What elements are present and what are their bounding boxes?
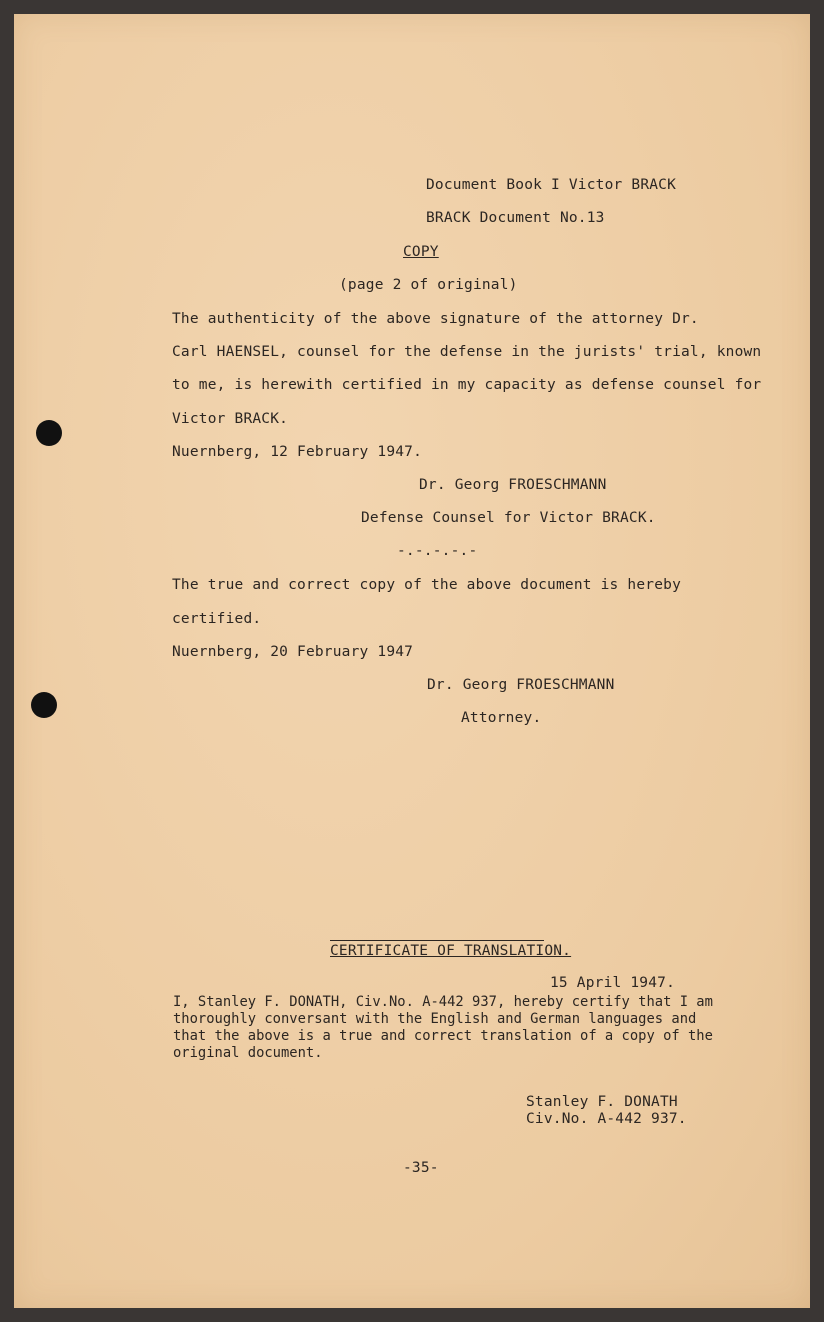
separator: -.-.-.-.- bbox=[397, 543, 478, 559]
body-line: Carl HAENSEL, counsel for the defense in the jurists' trial, known bbox=[172, 344, 762, 360]
copy-certification-line: certified. bbox=[172, 611, 262, 627]
document-page bbox=[14, 14, 810, 1308]
page-number: -35- bbox=[403, 1160, 439, 1176]
date-line: Nuernberg, 20 February 1947 bbox=[172, 644, 414, 660]
body-line: Victor BRACK. bbox=[172, 411, 289, 427]
page-note: (page 2 of original) bbox=[339, 277, 518, 293]
body-line: to me, is herewith certified in my capacity as defense counsel for bbox=[172, 377, 762, 393]
body-line: The authenticity of the above signature of the attorney Dr. bbox=[172, 311, 699, 327]
punch-hole bbox=[36, 420, 62, 446]
certificate-line: I, Stanley F. DONATH, Civ.No. A-442 937, hereby certify that I am bbox=[173, 994, 713, 1010]
translator-signature: Stanley F. DONATH bbox=[526, 1094, 678, 1110]
certificate-date: 15 April 1947. bbox=[550, 975, 676, 991]
copy-label: COPY bbox=[403, 244, 439, 260]
date-line: Nuernberg, 12 February 1947. bbox=[172, 444, 423, 460]
punch-hole bbox=[31, 692, 57, 718]
certificate-line: thoroughly conversant with the English and German languages and bbox=[173, 1011, 697, 1027]
document-number: BRACK Document No.13 bbox=[426, 210, 605, 226]
document-book-title: Document Book I Victor BRACK bbox=[426, 177, 677, 193]
signature-name: Dr. Georg FROESCHMANN bbox=[427, 677, 615, 693]
signature-title: Attorney. bbox=[461, 710, 542, 726]
certificate-line: that the above is a true and correct translation of a copy of the bbox=[173, 1028, 713, 1044]
signature-name: Dr. Georg FROESCHMANN bbox=[419, 477, 607, 493]
signature-title: Defense Counsel for Victor BRACK. bbox=[361, 510, 656, 526]
translator-civ-number: Civ.No. A-442 937. bbox=[526, 1111, 687, 1127]
copy-certification-line: The true and correct copy of the above document is hereby bbox=[172, 577, 681, 593]
heading-overline bbox=[330, 940, 544, 941]
certificate-heading: CERTIFICATE OF TRANSLATION. bbox=[330, 943, 572, 959]
certificate-line: original document. bbox=[173, 1045, 323, 1061]
